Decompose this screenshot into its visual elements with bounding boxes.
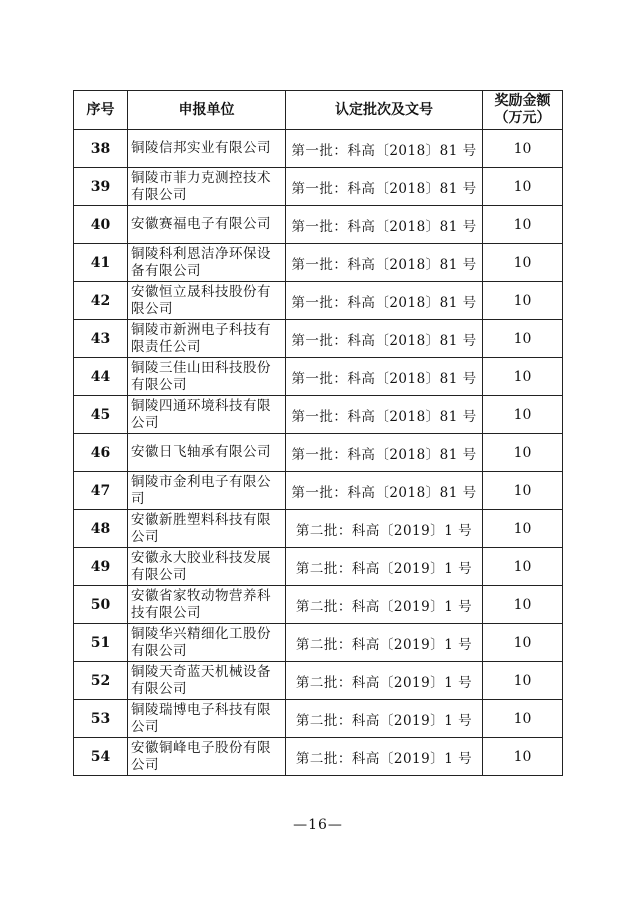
table-row — [74, 586, 563, 624]
approval-cell: 第二批：科高〔2019〕1 号 — [286, 662, 483, 700]
seq-cell: 51 — [74, 624, 128, 662]
unit-cell: 铜陵三佳山田科技股份有限公司 — [128, 358, 286, 396]
approval-cell: 第一批：科高〔2018〕81 号 — [286, 206, 483, 244]
approval-cell: 第一批：科高〔2018〕81 号 — [286, 396, 483, 434]
amount-cell: 10 — [483, 130, 563, 168]
seq-cell: 47 — [74, 472, 128, 510]
seq-cell: 46 — [74, 434, 128, 472]
table-row — [74, 548, 563, 586]
unit-cell: 安徽铜峰电子股份有限公司 — [128, 738, 286, 776]
amount-cell: 10 — [483, 320, 563, 358]
seq-cell: 44 — [74, 358, 128, 396]
unit-cell: 铜陵天奇蓝天机械设备有限公司 — [128, 662, 286, 700]
seq-cell: 48 — [74, 510, 128, 548]
table-row — [74, 738, 563, 776]
table-header-row — [74, 91, 563, 130]
table-row — [74, 282, 563, 320]
approval-cell: 第二批：科高〔2019〕1 号 — [286, 586, 483, 624]
table-row — [74, 206, 563, 244]
approval-cell: 第一批：科高〔2018〕81 号 — [286, 130, 483, 168]
unit-cell: 安徽赛福电子有限公司 — [128, 206, 286, 244]
approval-cell: 第一批：科高〔2018〕81 号 — [286, 358, 483, 396]
table-row — [74, 700, 563, 738]
seq-cell: 43 — [74, 320, 128, 358]
table-row — [74, 320, 563, 358]
header-unit: 申报单位 — [128, 91, 286, 130]
unit-cell: 铜陵四通环境科技有限公司 — [128, 396, 286, 434]
seq-cell: 40 — [74, 206, 128, 244]
approval-cell: 第一批：科高〔2018〕81 号 — [286, 168, 483, 206]
amount-cell: 10 — [483, 624, 563, 662]
seq-cell: 38 — [74, 130, 128, 168]
unit-cell: 铜陵市菲力克测控技术有限公司 — [128, 168, 286, 206]
header-seq: 序号 — [74, 91, 128, 130]
unit-cell: 铜陵市新洲电子科技有限责任公司 — [128, 320, 286, 358]
table-row — [74, 130, 563, 168]
approval-cell: 第二批：科高〔2019〕1 号 — [286, 738, 483, 776]
table-row — [74, 396, 563, 434]
unit-cell: 铜陵市金利电子有限公司 — [128, 472, 286, 510]
header-approval: 认定批次及文号 — [286, 91, 483, 130]
amount-cell: 10 — [483, 434, 563, 472]
table-row — [74, 510, 563, 548]
seq-cell: 41 — [74, 244, 128, 282]
approval-cell: 第一批：科高〔2018〕81 号 — [286, 434, 483, 472]
seq-cell: 45 — [74, 396, 128, 434]
approval-cell: 第二批：科高〔2019〕1 号 — [286, 700, 483, 738]
approval-cell: 第二批：科高〔2019〕1 号 — [286, 510, 483, 548]
award-table-container — [73, 90, 562, 776]
header-amount-line2: （万元） — [494, 110, 551, 126]
approval-cell: 第二批：科高〔2019〕1 号 — [286, 624, 483, 662]
page-number: —16— — [293, 817, 343, 833]
award-table — [73, 90, 563, 776]
unit-cell: 安徽恒立晟科技股份有限公司 — [128, 282, 286, 320]
table-row — [74, 624, 563, 662]
seq-cell: 53 — [74, 700, 128, 738]
amount-cell: 10 — [483, 244, 563, 282]
amount-cell: 10 — [483, 738, 563, 776]
seq-cell: 50 — [74, 586, 128, 624]
approval-cell: 第一批：科高〔2018〕81 号 — [286, 320, 483, 358]
table-row — [74, 244, 563, 282]
amount-cell: 10 — [483, 358, 563, 396]
header-amount — [483, 91, 563, 130]
seq-cell: 39 — [74, 168, 128, 206]
amount-cell: 10 — [483, 206, 563, 244]
unit-cell: 安徽永大胶业科技发展有限公司 — [128, 548, 286, 586]
table-row — [74, 434, 563, 472]
unit-cell: 安徽日飞轴承有限公司 — [128, 434, 286, 472]
amount-cell: 10 — [483, 586, 563, 624]
amount-cell: 10 — [483, 282, 563, 320]
unit-cell: 铜陵华兴精细化工股份有限公司 — [128, 624, 286, 662]
seq-cell: 42 — [74, 282, 128, 320]
amount-cell: 10 — [483, 548, 563, 586]
table-row — [74, 472, 563, 510]
amount-cell: 10 — [483, 510, 563, 548]
approval-cell: 第一批：科高〔2018〕81 号 — [286, 472, 483, 510]
unit-cell: 铜陵信邦实业有限公司 — [128, 130, 286, 168]
seq-cell: 49 — [74, 548, 128, 586]
approval-cell: 第二批：科高〔2019〕1 号 — [286, 548, 483, 586]
seq-cell: 52 — [74, 662, 128, 700]
amount-cell: 10 — [483, 700, 563, 738]
unit-cell: 安徽省家牧动物营养科技有限公司 — [128, 586, 286, 624]
approval-cell: 第一批：科高〔2018〕81 号 — [286, 244, 483, 282]
table-row — [74, 358, 563, 396]
seq-cell: 54 — [74, 738, 128, 776]
amount-cell: 10 — [483, 396, 563, 434]
amount-cell: 10 — [483, 472, 563, 510]
table-row — [74, 662, 563, 700]
amount-cell: 10 — [483, 662, 563, 700]
table-row — [74, 168, 563, 206]
unit-cell: 安徽新胜塑料科技有限公司 — [128, 510, 286, 548]
amount-cell: 10 — [483, 168, 563, 206]
unit-cell: 铜陵瑞博电子科技有限公司 — [128, 700, 286, 738]
header-amount-line1: 奖励金额 — [494, 93, 551, 109]
approval-cell: 第一批：科高〔2018〕81 号 — [286, 282, 483, 320]
unit-cell: 铜陵科利恩洁净环保设备有限公司 — [128, 244, 286, 282]
